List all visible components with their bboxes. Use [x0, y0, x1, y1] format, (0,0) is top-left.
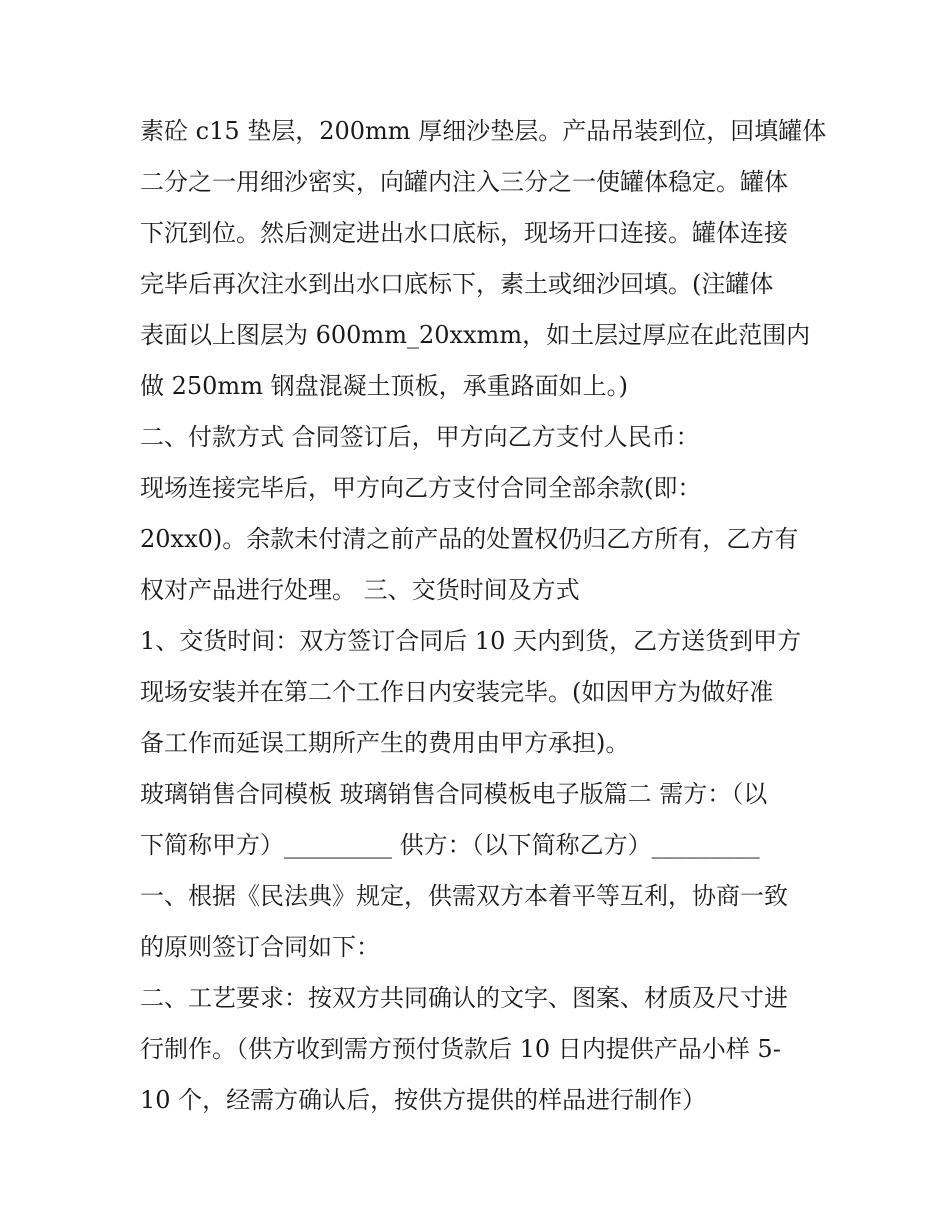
text-line: 现场安装并在第二个工作日内安装完毕。(如因甲方为做好准 — [140, 678, 774, 706]
text-line: 备工作而延误工期所产生的费用由甲方承担)。 — [140, 729, 630, 757]
text-line: 表面以上图层为 600mm_20xxmm，如土层过厚应在此范围内 — [140, 321, 811, 349]
text-line: 行制作。（供方收到需方预付货款后 10 日内提供产品小样 5- — [140, 1035, 781, 1063]
party-names-line: 下简称甲方）_________ 供方：（以下简称乙方）_________ — [140, 831, 760, 859]
text-line: 下沉到位。然后测定进出水口底标，现场开口连接。罐体连接 — [140, 219, 788, 247]
text-line: 10 个，经需方确认后，按供方提供的样品进行制作） — [140, 1086, 707, 1114]
document-body — [140, 106, 830, 1126]
text-line: 完毕后再次注水到出水口底标下，素土或细沙回填。(注罐体 — [140, 270, 774, 298]
section-heading-payment: 二、付款方式 合同签订后，甲方向乙方支付人民币： — [140, 423, 700, 451]
clause-one-line: 一、根据《民法典》规定，供需双方本着平等互利，协商一致 — [140, 882, 788, 910]
text-line: 的原则签订合同如下： — [140, 933, 380, 961]
text-line: 权对产品进行处理。 三、交货时间及方式 — [140, 576, 580, 604]
text-line: 现场连接完毕后，甲方向乙方支付合同全部余款(即： — [140, 474, 702, 502]
clause-two-line: 二、工艺要求：按双方共同确认的文字、图案、材质及尺寸进 — [140, 984, 788, 1012]
text-line: 素砼 c15 垫层，200mm 厚细沙垫层。产品吊装到位，回填罐体 — [140, 117, 827, 145]
text-line: 做 250mm 钢盘混凝土顶板，承重路面如上。) — [140, 372, 628, 400]
contract-title-line: 玻璃销售合同模板 玻璃销售合同模板电子版篇二 需方：（以 — [140, 780, 768, 808]
text-line: 20xx0)。余款未付清之前产品的处置权仍归乙方所有，乙方有 — [140, 525, 799, 553]
text-line: 1、交货时间：双方签订合同后 10 天内到货，乙方送货到甲方 — [140, 627, 802, 655]
text-line: 二分之一用细沙密实，向罐内注入三分之一使罐体稳定。罐体 — [140, 168, 788, 196]
